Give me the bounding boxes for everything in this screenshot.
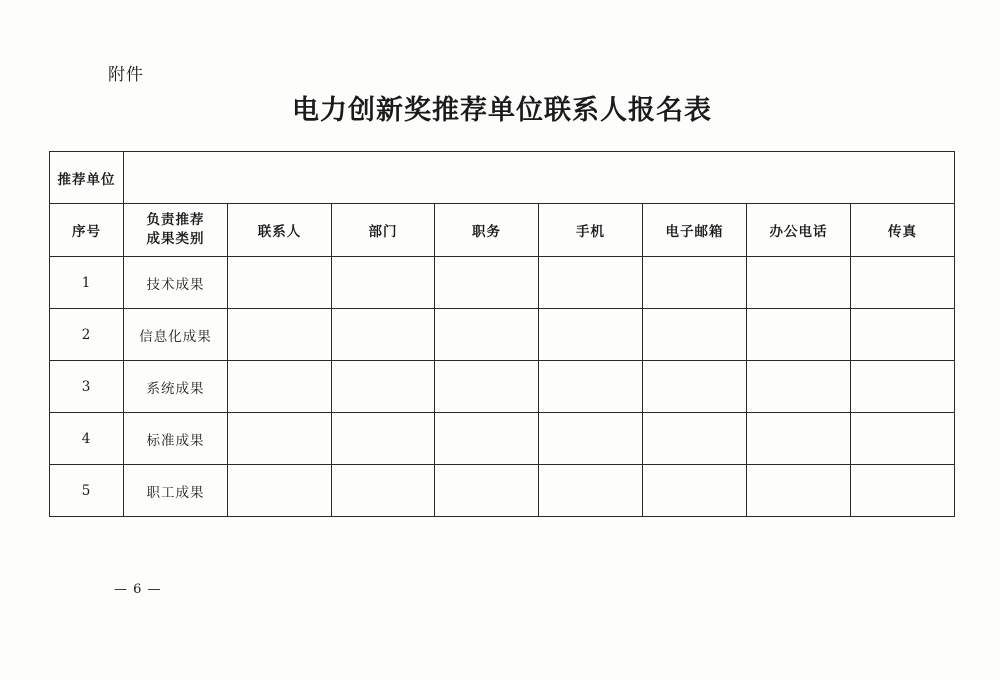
form-title: 电力创新奖推荐单位联系人报名表 <box>292 95 712 126</box>
header-mobile: 手机 <box>539 204 643 257</box>
email-cell[interactable] <box>643 361 747 413</box>
position-cell[interactable] <box>435 413 539 465</box>
table-row <box>50 361 955 413</box>
office-phone-cell[interactable] <box>747 413 851 465</box>
mobile-cell[interactable] <box>539 361 643 413</box>
table-header-row <box>50 204 955 257</box>
contact-cell[interactable] <box>228 257 332 309</box>
contact-cell[interactable] <box>228 413 332 465</box>
fax-cell[interactable] <box>851 465 955 517</box>
mobile-cell[interactable] <box>539 413 643 465</box>
table-row <box>50 257 955 309</box>
table-row <box>50 309 955 361</box>
recommending-unit-row <box>50 152 955 204</box>
header-category <box>124 204 228 257</box>
department-cell[interactable] <box>332 413 435 465</box>
office-phone-cell[interactable] <box>747 257 851 309</box>
contact-cell[interactable] <box>228 361 332 413</box>
page-number: — 6 — <box>114 582 162 597</box>
header-fax: 传真 <box>851 204 955 257</box>
department-cell[interactable] <box>332 361 435 413</box>
row-index: 3 <box>50 361 124 413</box>
fax-cell[interactable] <box>851 413 955 465</box>
header-index: 序号 <box>50 204 124 257</box>
row-index: 1 <box>50 257 124 309</box>
registration-table <box>49 151 955 517</box>
email-cell[interactable] <box>643 257 747 309</box>
row-index: 5 <box>50 465 124 517</box>
position-cell[interactable] <box>435 309 539 361</box>
mobile-cell[interactable] <box>539 309 643 361</box>
contact-cell[interactable] <box>228 465 332 517</box>
contact-cell[interactable] <box>228 309 332 361</box>
office-phone-cell[interactable] <box>747 309 851 361</box>
table-row <box>50 465 955 517</box>
email-cell[interactable] <box>643 309 747 361</box>
recommending-unit-field[interactable] <box>124 152 955 204</box>
fax-cell[interactable] <box>851 361 955 413</box>
header-contact: 联系人 <box>228 204 332 257</box>
row-category: 职工成果 <box>124 465 228 517</box>
department-cell[interactable] <box>332 257 435 309</box>
mobile-cell[interactable] <box>539 257 643 309</box>
header-email: 电子邮箱 <box>643 204 747 257</box>
position-cell[interactable] <box>435 361 539 413</box>
table-row <box>50 413 955 465</box>
department-cell[interactable] <box>332 309 435 361</box>
row-index: 4 <box>50 413 124 465</box>
mobile-cell[interactable] <box>539 465 643 517</box>
position-cell[interactable] <box>435 465 539 517</box>
email-cell[interactable] <box>643 465 747 517</box>
header-position: 职务 <box>435 204 539 257</box>
office-phone-cell[interactable] <box>747 465 851 517</box>
attachment-label: 附件 <box>108 65 144 85</box>
email-cell[interactable] <box>643 413 747 465</box>
header-department: 部门 <box>332 204 435 257</box>
row-category: 信息化成果 <box>124 309 228 361</box>
header-category-line2: 成果类别 <box>146 231 205 247</box>
position-cell[interactable] <box>435 257 539 309</box>
fax-cell[interactable] <box>851 257 955 309</box>
header-category-line1: 负责推荐 <box>146 212 205 228</box>
row-category: 系统成果 <box>124 361 228 413</box>
recommending-unit-label: 推荐单位 <box>50 152 124 204</box>
fax-cell[interactable] <box>851 309 955 361</box>
office-phone-cell[interactable] <box>747 361 851 413</box>
row-category: 标准成果 <box>124 413 228 465</box>
row-category: 技术成果 <box>124 257 228 309</box>
row-index: 2 <box>50 309 124 361</box>
header-office-phone: 办公电话 <box>747 204 851 257</box>
department-cell[interactable] <box>332 465 435 517</box>
